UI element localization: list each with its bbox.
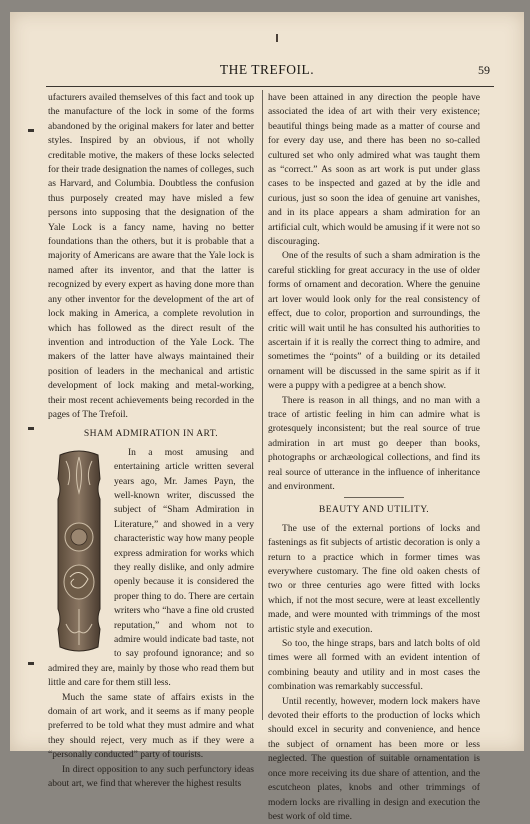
margin-mark xyxy=(28,662,34,665)
page xyxy=(10,12,524,822)
margin-mark xyxy=(28,129,34,132)
column-divider xyxy=(262,90,263,720)
paragraph: have been attained in any direction the people have associated the idea of art with their very existence; beautiful things being made as a matter of course and for every day use, and there has been no so-called cultured set who only admired what was taught them as “correct.” As soon as art work is put under glass cases to be inspected and gazed at by the idle and curious, just so soon the idea of genuine art vanishes, and in its place appears a sham admiration for an artificial cult, which would be amusing if it were not so discouraging. xyxy=(268,92,480,248)
margin-mark xyxy=(28,427,34,430)
paragraph: There is reason in all things, and no man with a trace of artistic feeling in him can admire what is grotesquely inconsistent; but the real source of true admiration in art must go deeper than books, photographs or archæological collections, and find its real source of utterance in the influence of inheritance and environment. xyxy=(268,394,480,492)
right-column xyxy=(268,91,480,824)
binding-mark xyxy=(276,34,278,42)
section-rule xyxy=(344,497,404,498)
paragraph: In a most amusing and entertaining article written several years ago, Mr. James Payn, the well-known writer, discussed the subject of “Sham Admiration in Literature,” and showed in a very characteristic way how many people express admiration for works which they really dislike, and only admire openly because it is considered the proper thing to do. There are certain writers who “have a fine old crusted reputation,” and whom not to admire would indicate bad taste, not to say profound ignorance; and so admired they are, mainly by those who read them but little and care for them still less. xyxy=(48,446,254,689)
running-header xyxy=(10,62,524,82)
paragraph: So too, the hinge straps, bars and latch bolts of old times were all formed with an evident intention of combining beauty and utility and in most cases the combination was remarkably successful. xyxy=(268,638,480,693)
lock-escutcheon-illustration xyxy=(52,449,106,654)
paragraph: Much the same state of affairs exists in the domain of art work, and it seems as if many people preferred to be told what they must admire and what they should reject, very much as if they were a “personally conducted” party of tourists. xyxy=(48,691,254,761)
left-column xyxy=(48,91,254,792)
section-heading: BEAUTY AND UTILITY. xyxy=(318,504,430,516)
paragraph: The use of the external portions of locks and fastenings as fit subjects of artistic decoration is only a return to a practice which in former times was everywhere customary. The fine old oaken chests of two or three centuries ago were fitted with locks which, if not the most secure, were at least excellently made, and were mounted with trimmings of the most artistic style and execution. xyxy=(268,522,480,635)
page-number: 59 xyxy=(478,63,490,77)
header-rule xyxy=(46,86,494,87)
section-heading: SHAM ADMIRATION IN ART. xyxy=(83,428,219,440)
paragraph: In direct opposition to any such perfunctory ideas about art, we find that wherever the highest results xyxy=(48,763,254,790)
paragraph: ufacturers availed themselves of this fact and took up the manufacture of the lock in some of the forms abandoned by the original makers for later and better styles. Inspired by an obvious, if not wholly creditable motive, the makers of these locks selected for their trade designation the names of colleges, such as Harvard, and Columbia. Doubtless the confusion thus purposely created may have misled a few persons into supposing that the designation of the Yale Lock is a fancy name, having no better foundations than the others, but it is probable that a majority of Americans are aware that the Yale lock is named after its inventor, and that the latter is recognized by every expert as having done more than any other inventor for the development of the art of lock making in America, a complete revolution in which has followed as the direct result of the invention and introduction of the Yale Lock. The makers of the latter have always maintained their position of leaders in the mechanical and artistic development of lock making and metal-working, their most recent achievements being recorded in the pages of The Trefoil. xyxy=(48,92,254,420)
paragraph: One of the results of such a sham admiration is the careful stickling for great accuracy in the use of older forms of ornament and decoration. Where the genuine art lover would look only for the real consistency of effect, due to color, proportion and surroundings, the critic will wait until he has consulted his authorities to ascertain if it is really the correct thing to admire, and sometimes the “points” of a building or its detailed ornament will be discussed in the same spirit as if it were a puppy with a pedigree at a bench show. xyxy=(268,250,480,392)
paragraph: Until recently, however, modern lock makers have devoted their efforts to the production of locks which should excel in security and convenience, and hence the subject of ornament has been more or less neglected. The question of suitable ornamentation is once more receiving its due share of attention, and the escutcheon plates, knobs and other trimmings of modern locks are rivalling in design and execution the best work of old time. xyxy=(268,695,480,822)
page-title: THE TREFOIL. xyxy=(219,62,315,77)
